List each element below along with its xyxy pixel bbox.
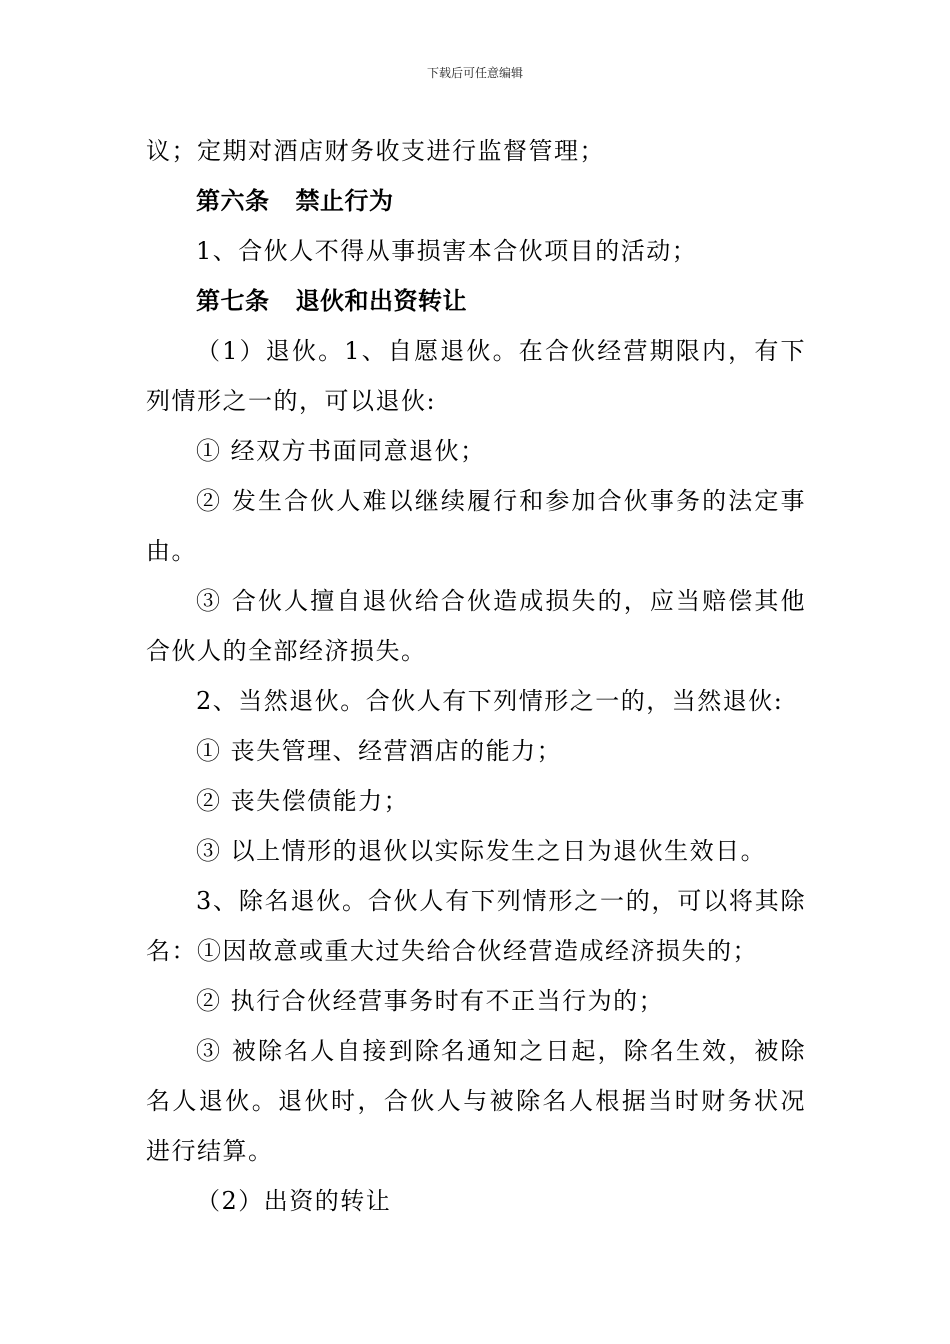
page-header-note: 下载后可任意编辑 <box>426 66 523 80</box>
withdrawal-automatic-item-2: ② 丧失偿债能力； <box>196 787 410 815</box>
withdrawal-expulsion-item-3: ③ 被除名人自接到除名通知之日起，除名生效，被除名人退伙。退伙时，合伙人与被除名人根据当时财务状况进行结算。 <box>146 1037 806 1165</box>
article-6-clause-1: 1、合伙人不得从事损害本合伙项目的活动； <box>196 237 698 265</box>
document-body <box>146 126 806 1226</box>
withdrawal-automatic-item-3: ③ 以上情形的退伙以实际发生之日为退伙生效日。 <box>196 837 767 865</box>
article-6-number: 第六条 <box>196 187 270 215</box>
withdrawal-voluntary-item-1: ① 经双方书面同意退伙； <box>196 437 486 465</box>
article-7-number: 第七条 <box>196 287 270 315</box>
article-6-heading <box>146 176 806 226</box>
paragraph-continuation: 议；定期对酒店财务收支进行监督管理； <box>146 137 605 165</box>
withdrawal-voluntary-item-3: ③ 合伙人擅自退伙给合伙造成损失的，应当赔偿其他合伙人的全部经济损失。 <box>146 587 806 665</box>
withdrawal-voluntary-item-2: ② 发生合伙人难以继续履行和参加合伙事务的法定事由。 <box>146 487 806 565</box>
withdrawal-automatic-item-1: ① 丧失管理、经营酒店的能力； <box>196 737 563 765</box>
withdrawal-expulsion: 3、除名退伙。合伙人有下列情形之一的，可以将其除名：①因故意或重大过失给合伙经营造成经济损失的； <box>146 887 806 965</box>
capital-transfer-heading: （2）出资的转让 <box>196 1187 392 1215</box>
article-7-heading <box>146 276 806 326</box>
article-7-title: 退伙和出资转让 <box>295 287 467 315</box>
article-6-title: 禁止行为 <box>295 187 394 215</box>
withdrawal-automatic: 2、当然退伙。合伙人有下列情形之一的，当然退伙: <box>196 687 784 715</box>
withdrawal-expulsion-item-2: ② 执行合伙经营事务时有不正当行为的； <box>196 987 665 1015</box>
withdrawal-voluntary: （1）退伙。1、自愿退伙。在合伙经营期限内，有下列情形之一的，可以退伙: <box>146 337 806 415</box>
